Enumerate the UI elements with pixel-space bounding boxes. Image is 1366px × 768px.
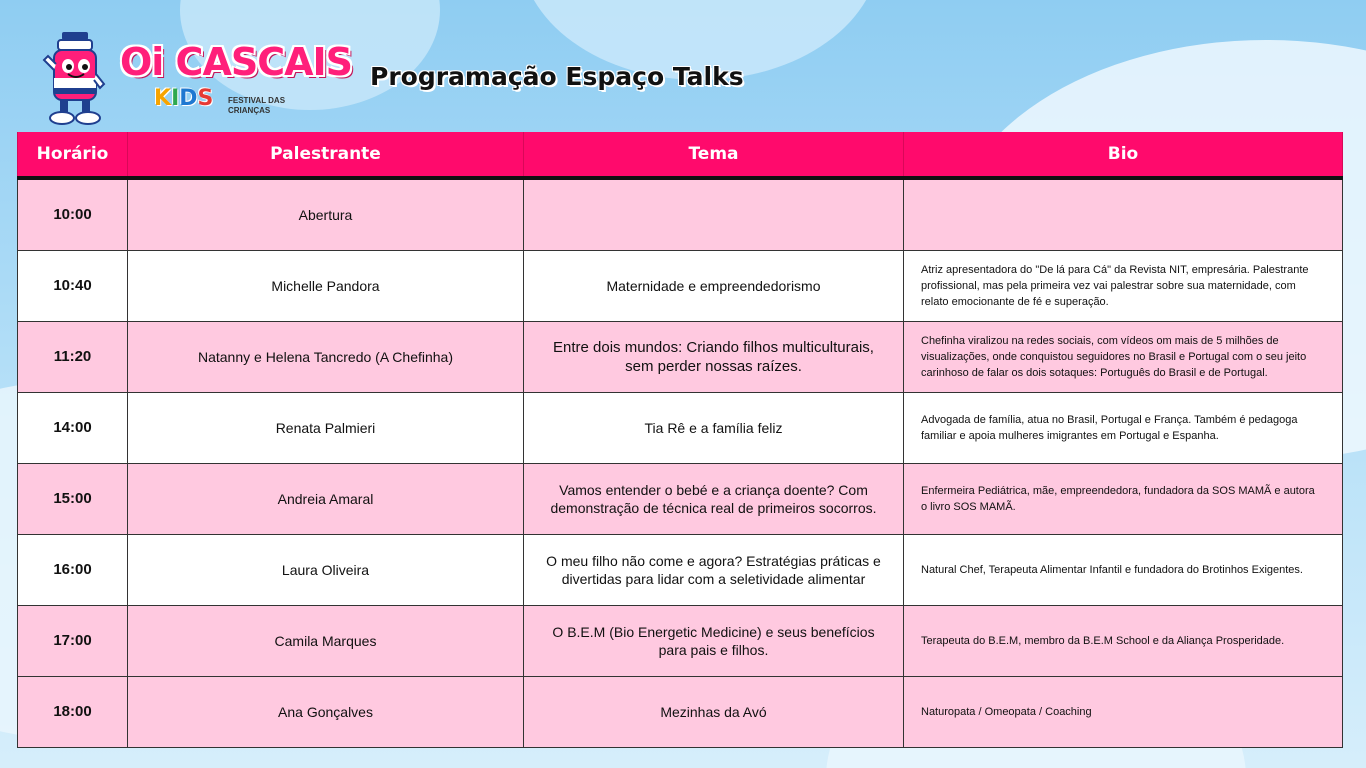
- row-topic: Mezinhas da Avó: [524, 676, 904, 747]
- table-header-row: [18, 132, 1343, 178]
- row-speaker: Abertura: [128, 178, 524, 250]
- header-time: Horário: [18, 132, 128, 178]
- table-row: [18, 605, 1343, 676]
- row-bio: Atriz apresentadora do "De lá para Cá" da Revista NIT, empresária. Palestrante profissional, mas pela primeira vez vai palestrar sobre sua maternidade, com relato emocionante de fé e superação.: [904, 250, 1343, 321]
- row-bio: Natural Chef, Terapeuta Alimentar Infantil e fundadora do Brotinhos Exigentes.: [904, 534, 1343, 605]
- row-speaker: Camila Marques: [128, 605, 524, 676]
- row-bio: [904, 178, 1343, 250]
- row-time: 18:00: [18, 676, 128, 747]
- row-bio: Naturopata / Omeopata / Coaching: [904, 676, 1343, 747]
- table-row: [18, 178, 1343, 250]
- festival-logo: [120, 40, 353, 120]
- header-speaker: Palestrante: [128, 132, 524, 178]
- page-header: [0, 0, 1366, 130]
- table-row: [18, 392, 1343, 463]
- row-speaker: Michelle Pandora: [128, 250, 524, 321]
- row-topic: Maternidade e empreendedorismo: [524, 250, 904, 321]
- row-time: 10:40: [18, 250, 128, 321]
- logo-kids: [154, 86, 213, 111]
- row-time: 16:00: [18, 534, 128, 605]
- logo-kids-letter: K: [154, 86, 172, 111]
- table-row: [18, 676, 1343, 747]
- table-row: [18, 250, 1343, 321]
- row-bio: Enfermeira Pediátrica, mãe, empreendedora, fundadora da SOS MAMÃ e autora o livro SOS MAMÃ.: [904, 463, 1343, 534]
- row-time: 14:00: [18, 392, 128, 463]
- logo-kids-letter: S: [197, 86, 214, 111]
- row-time: 15:00: [18, 463, 128, 534]
- row-bio: Chefinha viralizou na redes sociais, com vídeos om mais de 5 milhões de visualizações, onde conquistou seguidores no Brasil e Portugal com o seu jeito carinhoso de falar os dois sotaques: Português do Brasil e de Portugal.: [904, 321, 1343, 392]
- mascot-icon: [40, 30, 110, 126]
- row-topic: Vamos entender o bebé e a criança doente? Com demonstração de técnica real de primeiros socorros.: [524, 463, 904, 534]
- logo-subtitle: FESTIVAL DAS CRIANÇAS: [228, 96, 286, 115]
- header-bio: Bio: [904, 132, 1343, 178]
- row-time: 11:20: [18, 321, 128, 392]
- row-topic: O meu filho não come e agora? Estratégias práticas e divertidas para lidar com a seletividade alimentar: [524, 534, 904, 605]
- schedule-table: [17, 132, 1343, 748]
- row-bio: Advogada de família, atua no Brasil, Portugal e França. Também é pedagoga familiar e apoia mulheres imigrantes em Portugal e Espanha.: [904, 392, 1343, 463]
- row-topic: [524, 178, 904, 250]
- row-time: 10:00: [18, 178, 128, 250]
- row-speaker: Renata Palmieri: [128, 392, 524, 463]
- page-title: Programação Espaço Talks: [370, 62, 744, 91]
- header-topic: Tema: [524, 132, 904, 178]
- row-topic: Entre dois mundos: Criando filhos multiculturais, sem perder nossas raízes.: [524, 321, 904, 392]
- row-speaker: Laura Oliveira: [128, 534, 524, 605]
- logo-title: Oi CASCAIS: [120, 40, 353, 84]
- logo-kids-letter: I: [171, 86, 180, 111]
- table-row: [18, 463, 1343, 534]
- table-row: [18, 534, 1343, 605]
- row-speaker: Andreia Amaral: [128, 463, 524, 534]
- row-topic: Tia Rê e a família feliz: [524, 392, 904, 463]
- row-bio: Terapeuta do B.E.M, membro da B.E.M School e da Aliança Prosperidade.: [904, 605, 1343, 676]
- row-speaker: Natanny e Helena Tancredo (A Chefinha): [128, 321, 524, 392]
- row-topic: O B.E.M (Bio Energetic Medicine) e seus benefícios para pais e filhos.: [524, 605, 904, 676]
- row-time: 17:00: [18, 605, 128, 676]
- table-row: [18, 321, 1343, 392]
- row-speaker: Ana Gonçalves: [128, 676, 524, 747]
- logo-kids-letter: D: [179, 86, 198, 111]
